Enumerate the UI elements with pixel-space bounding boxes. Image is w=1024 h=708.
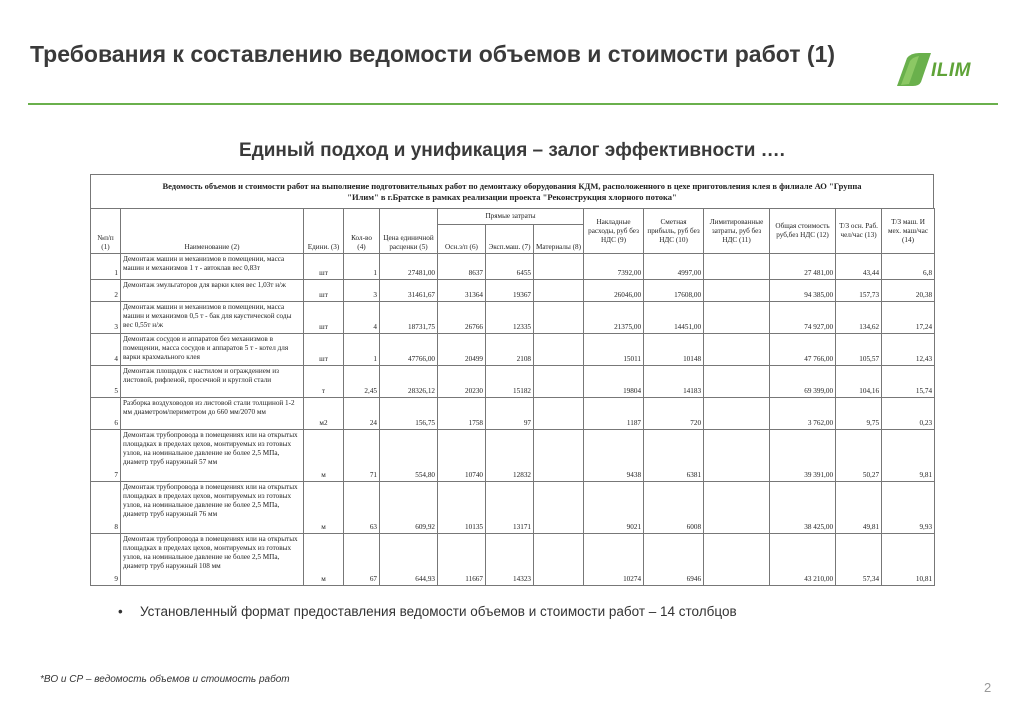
table-cell-price: 644,93 <box>380 534 438 586</box>
table-cell-unit: т <box>304 366 344 398</box>
table-cell-c6: 10135 <box>438 482 486 534</box>
table-cell-c7: 19367 <box>486 280 534 302</box>
table-cell-qty: 3 <box>344 280 380 302</box>
table-cell-c14: 6,8 <box>882 254 935 280</box>
bullet-text: Установленный формат предоставления ведомости объемов и стоимости работ – 14 столбцов <box>140 604 737 619</box>
table-cell-c14: 9,81 <box>882 430 935 482</box>
table-cell-name: Разборка воздуховодов из листовой стали толщиной 1-2 мм диаметром/периметром до 660 мм/2070 мм <box>121 398 304 430</box>
table-cell-unit: шт <box>304 280 344 302</box>
table-cell-name: Демонтаж площадок с настилом и ограждением из листовой, рифленой, просечной и круглой стали <box>121 366 304 398</box>
table-row <box>91 534 935 586</box>
table-cell-c13: 57,34 <box>836 534 882 586</box>
table-cell-c14: 20,38 <box>882 280 935 302</box>
table-cell-c6: 8637 <box>438 254 486 280</box>
table-cell-c8 <box>534 366 584 398</box>
table-cell-n: 8 <box>91 482 121 534</box>
table-cell-price: 156,75 <box>380 398 438 430</box>
table-cell-c12: 3 762,00 <box>770 398 836 430</box>
bullet-marker: • <box>118 604 123 619</box>
table-cell-unit: шт <box>304 334 344 366</box>
table-row <box>91 430 935 482</box>
table-cell-c11 <box>704 366 770 398</box>
table-cell-c11 <box>704 430 770 482</box>
col-header: Т/З осн. Раб. чел/час (13) <box>836 209 882 254</box>
table-cell-c7: 97 <box>486 398 534 430</box>
page-number: 2 <box>984 680 992 695</box>
table-cell-c12: 38 425,00 <box>770 482 836 534</box>
table-cell-n: 5 <box>91 366 121 398</box>
table-cell-qty: 71 <box>344 430 380 482</box>
table-cell-n: 3 <box>91 302 121 334</box>
table-cell-c13: 105,57 <box>836 334 882 366</box>
col-header: Общая стоимость руб,без НДС (12) <box>770 209 836 254</box>
table-cell-c7: 15182 <box>486 366 534 398</box>
estimate-sheet <box>90 174 934 586</box>
col-header: Материалы (8) <box>534 225 584 254</box>
table-cell-c7: 12832 <box>486 430 534 482</box>
table-cell-c6: 26766 <box>438 302 486 334</box>
table-cell-c7: 6455 <box>486 254 534 280</box>
table-cell-c8 <box>534 482 584 534</box>
table-cell-unit: шт <box>304 254 344 280</box>
table-cell-c6: 31364 <box>438 280 486 302</box>
table-cell-price: 27481,00 <box>380 254 438 280</box>
table-cell-qty: 4 <box>344 302 380 334</box>
bullet-item <box>118 604 737 619</box>
table-cell-c11 <box>704 334 770 366</box>
table-cell-name: Демонтаж трубопровода в помещениях или на открытых площадках в пределах цехов, монтируемых из готовых узлов, на номинальное давление не более 2,5 МПа, диаметр труб наружный 76 мм <box>121 482 304 534</box>
table-cell-c12: 39 391,00 <box>770 430 836 482</box>
sheet-caption <box>90 174 934 208</box>
table-cell-name: Демонтаж сосудов и аппаратов без механизмов в помещении, масса сосудов и аппаратов 5 т - котел для варки крахмального клея <box>121 334 304 366</box>
table-cell-qty: 1 <box>344 334 380 366</box>
table-cell-c14: 17,24 <box>882 302 935 334</box>
table-cell-c9: 19804 <box>584 366 644 398</box>
table-cell-c12: 27 481,00 <box>770 254 836 280</box>
logo-text: ILIM <box>931 60 971 81</box>
table-cell-price: 609,92 <box>380 482 438 534</box>
table-cell-qty: 2,45 <box>344 366 380 398</box>
ilim-logo <box>893 52 1003 88</box>
table-cell-price: 47766,00 <box>380 334 438 366</box>
table-cell-c6: 10740 <box>438 430 486 482</box>
table-cell-name: Демонтаж трубопровода в помещениях или на открытых площадках в пределах цехов, монтируемых из готовых узлов, на номинальное давление не более 2,5 МПа, диаметр труб наружный 57 мм <box>121 430 304 482</box>
table-cell-name: Демонтаж машин и механизмов в помещении, масса машин и механизмов 1 т - автоклав вес 0,83т <box>121 254 304 280</box>
table-cell-c8 <box>534 254 584 280</box>
estimate-table <box>90 208 935 586</box>
table-cell-c14: 9,93 <box>882 482 935 534</box>
table-cell-c10: 4997,00 <box>644 254 704 280</box>
table-cell-price: 18731,75 <box>380 302 438 334</box>
table-row <box>91 280 935 302</box>
table-cell-c11 <box>704 254 770 280</box>
col-header: Цена единичной расценки (5) <box>380 209 438 254</box>
table-cell-n: 4 <box>91 334 121 366</box>
table-cell-c12: 74 927,00 <box>770 302 836 334</box>
table-cell-n: 1 <box>91 254 121 280</box>
table-row <box>91 334 935 366</box>
table-cell-name: Демонтаж трубопровода в помещениях или на открытых площадках в пределах цехов, монтируемых из готовых узлов, на номинальное давление не более 2,5 МПа, диаметр труб наружный 108 мм <box>121 534 304 586</box>
table-cell-c9: 7392,00 <box>584 254 644 280</box>
table-cell-c8 <box>534 534 584 586</box>
table-cell-c13: 9,75 <box>836 398 882 430</box>
table-cell-c9: 10274 <box>584 534 644 586</box>
table-cell-c10: 17608,00 <box>644 280 704 302</box>
table-cell-n: 2 <box>91 280 121 302</box>
table-row <box>91 398 935 430</box>
table-cell-c10: 14183 <box>644 366 704 398</box>
table-cell-c11 <box>704 534 770 586</box>
table-cell-c10: 6946 <box>644 534 704 586</box>
page-title: Требования к составлению ведомости объемов и стоимости работ (1) <box>30 41 836 67</box>
table-cell-c9: 9021 <box>584 482 644 534</box>
col-header: Наименование (2) <box>121 209 304 254</box>
table-cell-c7: 12335 <box>486 302 534 334</box>
table-row <box>91 366 935 398</box>
table-cell-name: Демонтаж эмульгаторов для варки клея вес 1,03т н/ж <box>121 280 304 302</box>
table-cell-c11 <box>704 280 770 302</box>
table-cell-c14: 12,43 <box>882 334 935 366</box>
col-header: Лимитированные затраты, руб без НДС (11) <box>704 209 770 254</box>
sheet-caption-line1: Ведомость объемов и стоимости работ на выполнение подготовительных работ по демонтажу оборудования КДМ, расположенного в цехе приготовления клея в филиале АО "Группа <box>162 181 862 191</box>
table-cell-c6: 20499 <box>438 334 486 366</box>
table-cell-c13: 43,44 <box>836 254 882 280</box>
table-cell-c6: 1758 <box>438 398 486 430</box>
table-cell-c8 <box>534 430 584 482</box>
table-cell-unit: м2 <box>304 398 344 430</box>
col-header: №п/п (1) <box>91 209 121 254</box>
col-header: Т/З маш. И мех. маш/час (14) <box>882 209 935 254</box>
header-divider <box>28 103 998 105</box>
table-cell-c14: 10,81 <box>882 534 935 586</box>
table-cell-c9: 26046,00 <box>584 280 644 302</box>
table-cell-c13: 49,81 <box>836 482 882 534</box>
table-cell-c11 <box>704 482 770 534</box>
table-cell-c9: 9438 <box>584 430 644 482</box>
table-cell-c14: 15,74 <box>882 366 935 398</box>
footnote: *ВО и СР – ведомость объемов и стоимость работ <box>40 674 290 685</box>
table-cell-c10: 10148 <box>644 334 704 366</box>
table-cell-n: 7 <box>91 430 121 482</box>
table-cell-n: 6 <box>91 398 121 430</box>
table-cell-c8 <box>534 334 584 366</box>
group-header: Прямые затраты <box>438 209 584 225</box>
table-header-row-1 <box>91 209 935 225</box>
table-cell-c9: 1187 <box>584 398 644 430</box>
col-header: Едини. (3) <box>304 209 344 254</box>
table-cell-c8 <box>534 280 584 302</box>
table-cell-c12: 47 766,00 <box>770 334 836 366</box>
table-cell-n: 9 <box>91 534 121 586</box>
table-row <box>91 302 935 334</box>
table-cell-c12: 94 385,00 <box>770 280 836 302</box>
table-cell-c7: 13171 <box>486 482 534 534</box>
table-cell-c8 <box>534 398 584 430</box>
table-cell-c10: 14451,00 <box>644 302 704 334</box>
table-cell-c13: 157,73 <box>836 280 882 302</box>
table-cell-c13: 134,62 <box>836 302 882 334</box>
table-cell-qty: 24 <box>344 398 380 430</box>
table-cell-qty: 1 <box>344 254 380 280</box>
table-cell-price: 28326,12 <box>380 366 438 398</box>
col-header: Осн.з/п (6) <box>438 225 486 254</box>
table-cell-qty: 63 <box>344 482 380 534</box>
table-cell-c9: 15011 <box>584 334 644 366</box>
table-cell-c9: 21375,00 <box>584 302 644 334</box>
table-cell-price: 31461,67 <box>380 280 438 302</box>
table-cell-price: 554,80 <box>380 430 438 482</box>
table-cell-qty: 67 <box>344 534 380 586</box>
table-cell-c14: 0,23 <box>882 398 935 430</box>
table-cell-c12: 43 210,00 <box>770 534 836 586</box>
table-cell-c6: 20230 <box>438 366 486 398</box>
table-cell-c13: 104,16 <box>836 366 882 398</box>
sheet-caption-line2: "Илим" в г.Братске в рамках реализации проекта "Реконструкция хлорного потока" <box>347 192 677 202</box>
table-cell-unit: м <box>304 430 344 482</box>
col-header: Кол-во (4) <box>344 209 380 254</box>
leaf-icon <box>893 52 933 88</box>
table-cell-c12: 69 399,00 <box>770 366 836 398</box>
table-cell-c10: 720 <box>644 398 704 430</box>
subtitle: Единый подход и унификация – залог эффективности …. <box>239 140 785 161</box>
table-cell-name: Демонтаж машин и механизмов в помещении, масса машин и механизмов 0,5 т - бак для каустической соды вес 0,55т н/ж <box>121 302 304 334</box>
table-cell-c7: 2108 <box>486 334 534 366</box>
table-cell-c10: 6381 <box>644 430 704 482</box>
col-header: Эксп.маш. (7) <box>486 225 534 254</box>
table-body <box>91 254 935 586</box>
table-row <box>91 482 935 534</box>
table-row <box>91 254 935 280</box>
table-cell-unit: м <box>304 534 344 586</box>
table-cell-c7: 14323 <box>486 534 534 586</box>
col-header: Сметная прибыль, руб без НДС (10) <box>644 209 704 254</box>
table-cell-c11 <box>704 398 770 430</box>
table-cell-c10: 6008 <box>644 482 704 534</box>
table-cell-c11 <box>704 302 770 334</box>
table-cell-c13: 50,27 <box>836 430 882 482</box>
table-cell-unit: шт <box>304 302 344 334</box>
col-header: Накладные расходы, руб без НДС (9) <box>584 209 644 254</box>
table-cell-c8 <box>534 302 584 334</box>
table-cell-unit: м <box>304 482 344 534</box>
table-cell-c6: 11667 <box>438 534 486 586</box>
